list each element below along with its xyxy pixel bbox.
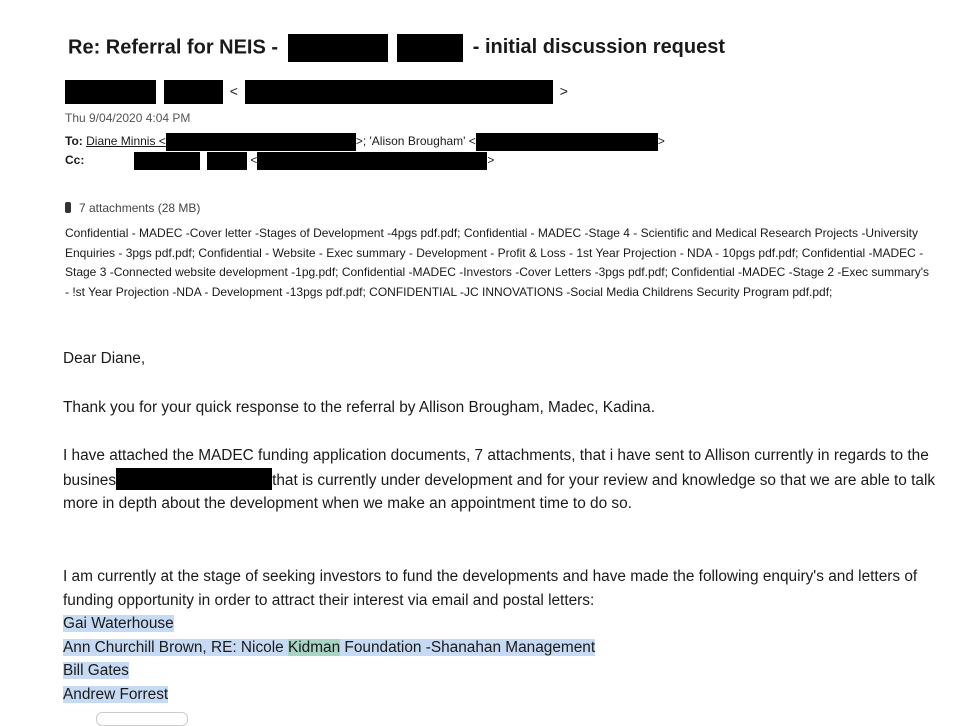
- investor-list: [63, 612, 943, 706]
- list-item: [63, 683, 943, 707]
- partial-element: [96, 712, 188, 726]
- redaction-block: [116, 468, 272, 490]
- list-item-text[interactable]: Bill Gates: [63, 662, 129, 679]
- recipient-diane[interactable]: Diane Minnis <: [86, 134, 166, 149]
- email-subject: [68, 34, 725, 62]
- email-date: Thu 9/04/2020 4:04 PM: [65, 111, 191, 125]
- redaction-block: [245, 80, 553, 104]
- list-item-part: Foundation -Shanahan Management: [340, 638, 596, 656]
- list-item-text[interactable]: Gai Waterhouse: [63, 615, 174, 632]
- paragraph-2-end: that is currently under development and for your review and knowledge so that we are able to talk more in depth about the development when we make an appointment time to do so.: [63, 471, 936, 512]
- redaction-block: [257, 152, 487, 170]
- redaction-block: [164, 80, 223, 104]
- redaction-block: [65, 80, 156, 104]
- paragraph-3: I am currently at the stage of seeking investors to fund the developments and have made the following enquiry's and letters of funding opportunity in order to attract their interest via email and postal letters:: [63, 568, 918, 609]
- attachments-list[interactable]: Confidential - MADEC -Cover letter -Stages of Development -4pgs pdf.pdf; Confidential - MADEC -Stage 4 - Scientific and Medical Research Projects -University Enquiries - 3pgs pdf.pdf; Confidential - Website - Exec summary - Development - Profit & Loss - 1st Year Projection - NDA - 10pgs pdf.pdf; Confidential -MADEC - Stage 3 -Connected website development -1pg.pdf; Confidential -MADEC -Investors -Cover Letters -3pgs pdf.pdf; Confidential -MADEC -Stage 2 -Exec summary's - !st Year Projection -NDA - Development -13pgs pdf.pdf; CONFIDENTIAL -JC INNOVATIONS -Social Media Childrens Security Program pdf.pdf;: [65, 226, 930, 299]
- list-item: [63, 659, 943, 683]
- to-label: To:: [65, 134, 83, 149]
- paragraph-2: [63, 444, 943, 516]
- redaction-block: [476, 133, 658, 151]
- redaction-block: [207, 152, 247, 170]
- subject-prefix: Re: Referral for NEIS -: [68, 36, 279, 59]
- paragraph-2-start: I have attached the MADEC funding application documents, 7 attachments, that i have sent to Allison currently in regards to the busines: [63, 447, 929, 489]
- attachments-count: 7 attachments (28 MB): [79, 201, 201, 215]
- redaction-block: [288, 34, 388, 62]
- list-item-part: Ann Churchill Brown, RE: Nicole: [63, 638, 288, 656]
- subject-suffix: - initial discussion request: [472, 36, 726, 59]
- cc-bracket-open: <: [250, 153, 258, 168]
- greeting: Dear Diane,: [63, 350, 146, 367]
- attachments-header[interactable]: [65, 201, 200, 215]
- cc-line: [65, 152, 494, 170]
- sender-bracket-close: >: [559, 82, 568, 99]
- redaction-block: [397, 34, 463, 62]
- paperclip-icon: [65, 202, 71, 213]
- email-sender[interactable]: [65, 80, 568, 104]
- list-item: [63, 612, 943, 636]
- cc-label: Cc:: [65, 153, 85, 168]
- paragraph-1: Thank you for your quick response to the referral by Allison Brougham, Madec, Kadina.: [63, 399, 655, 416]
- cc-bracket-close: >: [487, 153, 495, 168]
- recipient-separator[interactable]: >; 'Alison Brougham' <: [355, 134, 476, 149]
- redaction-block: [166, 133, 356, 151]
- list-item-text[interactable]: Andrew Forrest: [63, 685, 169, 703]
- list-item-text[interactable]: [63, 639, 595, 656]
- search-match: Kidman: [287, 638, 341, 656]
- redaction-block: [134, 152, 200, 170]
- sender-bracket-open: <: [229, 82, 238, 99]
- list-item: [63, 636, 943, 660]
- recipient-end: >: [657, 134, 665, 149]
- to-line: [65, 133, 665, 151]
